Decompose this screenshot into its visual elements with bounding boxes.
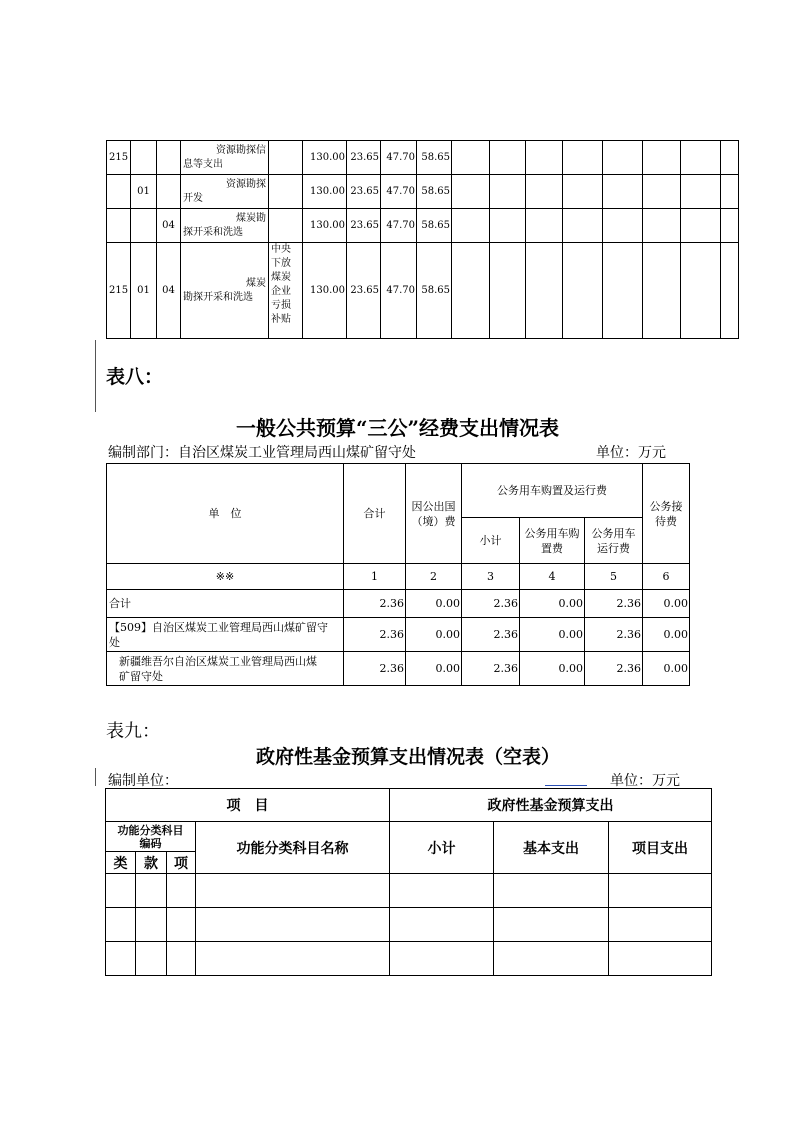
amount-cell: 0.00 — [520, 590, 585, 618]
empty-cell — [526, 141, 563, 175]
code-kuan — [131, 141, 157, 175]
empty-cell — [643, 209, 681, 243]
index-cell: 5 — [585, 564, 643, 590]
empty-cell — [603, 209, 643, 243]
header-unit: 单 位 — [107, 464, 344, 564]
item-name: 资源勘探 开发 — [181, 175, 269, 209]
empty-cell — [643, 141, 681, 175]
code-lei: 215 — [107, 243, 131, 339]
header-kuan: 款 — [136, 852, 167, 874]
unit-name: 【509】自治区煤炭工业管理局西山煤矿留守 处 — [107, 618, 344, 652]
amount-cell: 47.70 — [381, 175, 417, 209]
amount-cell: 47.70 — [381, 141, 417, 175]
amount-cell: 2.36 — [462, 590, 520, 618]
empty-cell — [490, 141, 526, 175]
amount-cell: 2.36 — [585, 590, 643, 618]
amount-cell: 23.65 — [347, 141, 381, 175]
header-abroad: 因公出国 （境）费 — [406, 464, 462, 564]
code-xiang — [157, 141, 181, 175]
amount-cell: 0.00 — [643, 590, 690, 618]
table-row — [107, 590, 690, 618]
empty-cell — [452, 243, 490, 339]
three-public-expenses-table — [106, 463, 690, 686]
header-xiang: 项 — [167, 852, 196, 874]
empty-row — [106, 942, 712, 976]
index-cell: 4 — [520, 564, 585, 590]
empty-cell — [490, 243, 526, 339]
table8-unit: 单位：万元 — [596, 445, 666, 461]
amount-cell: 0.00 — [520, 618, 585, 652]
table9-unit-dept: 编制单位： — [108, 773, 178, 789]
index-cell: 1 — [344, 564, 406, 590]
header-basic: 基本支出 — [494, 822, 609, 874]
header-name: 功能分类科目名称 — [196, 822, 390, 874]
empty-cell — [681, 243, 721, 339]
amount-cell: 2.36 — [585, 652, 643, 686]
header-subtotal: 小计 — [462, 518, 520, 564]
header-item: 项 目 — [106, 789, 390, 822]
table-row — [107, 652, 690, 686]
table9-unit: 单位：万元 — [610, 773, 680, 789]
amount-cell: 0.00 — [406, 652, 462, 686]
index-cell: 2 — [406, 564, 462, 590]
code-lei: 215 — [107, 141, 131, 175]
amount-cell: 58.65 — [417, 175, 452, 209]
unit-underline — [545, 785, 587, 786]
amount-cell: 0.00 — [406, 590, 462, 618]
government-fund-table — [105, 788, 712, 976]
table-row — [107, 209, 739, 243]
empty-cell — [563, 141, 603, 175]
empty-cell — [452, 175, 490, 209]
amount-cell: 130.00 — [303, 141, 347, 175]
empty-cell — [721, 141, 739, 175]
header-operation: 公务用车 运行费 — [585, 518, 643, 564]
table-row — [107, 618, 690, 652]
header-fund: 政府性基金预算支出 — [390, 789, 712, 822]
header-purchase: 公务用车购 置费 — [520, 518, 585, 564]
empty-cell — [490, 175, 526, 209]
item-type — [269, 141, 303, 175]
amount-cell: 47.70 — [381, 209, 417, 243]
index-cell: 3 — [462, 564, 520, 590]
item-type — [269, 175, 303, 209]
empty-row — [106, 908, 712, 942]
table-row — [107, 175, 739, 209]
empty-cell — [452, 209, 490, 243]
empty-cell — [603, 141, 643, 175]
table8-unit-dept: 编制部门：自治区煤炭工业管理局西山煤矿留守处 — [108, 445, 416, 461]
header-lei: 类 — [106, 852, 136, 874]
item-name: 煤炭勘 探开采和洗选 — [181, 209, 269, 243]
amount-cell: 0.00 — [520, 652, 585, 686]
empty-cell — [563, 243, 603, 339]
code-kuan: 01 — [131, 175, 157, 209]
item-type — [269, 209, 303, 243]
empty-cell — [490, 209, 526, 243]
empty-cell — [526, 209, 563, 243]
amount-cell: 130.00 — [303, 243, 347, 339]
code-lei — [107, 175, 131, 209]
margin-line-2 — [95, 768, 96, 786]
amount-cell: 2.36 — [344, 652, 406, 686]
unit-name: 新疆维吾尔自治区煤炭工业管理局西山煤 矿留守处 — [107, 652, 344, 686]
header-total: 合计 — [344, 464, 406, 564]
amount-cell: 2.36 — [462, 618, 520, 652]
empty-cell — [526, 175, 563, 209]
header-reception: 公务接 待费 — [643, 464, 690, 564]
amount-cell: 2.36 — [344, 618, 406, 652]
empty-cell — [721, 243, 739, 339]
amount-cell: 0.00 — [406, 618, 462, 652]
table-row — [107, 141, 739, 175]
item-name: 煤炭 勘探开采和洗选 — [181, 243, 269, 339]
empty-cell — [563, 175, 603, 209]
empty-cell — [643, 175, 681, 209]
code-xiang — [157, 175, 181, 209]
code-xiang: 04 — [157, 243, 181, 339]
empty-cell — [681, 175, 721, 209]
table8-title: 一般公共预算“三公”经费支出情况表 — [235, 416, 559, 440]
empty-cell — [603, 175, 643, 209]
amount-cell: 23.65 — [347, 209, 381, 243]
empty-cell — [526, 243, 563, 339]
amount-cell: 2.36 — [462, 652, 520, 686]
amount-cell: 0.00 — [643, 618, 690, 652]
amount-cell: 130.00 — [303, 175, 347, 209]
amount-cell: 58.65 — [417, 141, 452, 175]
amount-cell: 58.65 — [417, 243, 452, 339]
code-lei — [107, 209, 131, 243]
amount-cell: 2.36 — [585, 618, 643, 652]
empty-cell — [721, 209, 739, 243]
table8-label: 表八： — [106, 366, 164, 388]
code-xiang: 04 — [157, 209, 181, 243]
expenditure-continuation-table — [106, 140, 739, 339]
code-kuan — [131, 209, 157, 243]
amount-cell: 2.36 — [344, 590, 406, 618]
index-cell: ※※ — [107, 564, 344, 590]
header-code: 功能分类科目 编码 — [106, 822, 196, 852]
empty-cell — [563, 209, 603, 243]
table-row — [107, 243, 739, 339]
empty-cell — [643, 243, 681, 339]
empty-row — [106, 874, 712, 908]
amount-cell: 23.65 — [347, 175, 381, 209]
empty-cell — [452, 141, 490, 175]
amount-cell: 130.00 — [303, 209, 347, 243]
amount-cell: 47.70 — [381, 243, 417, 339]
code-kuan: 01 — [131, 243, 157, 339]
table9-label: 表九： — [106, 721, 160, 742]
amount-cell: 23.65 — [347, 243, 381, 339]
empty-cell — [681, 209, 721, 243]
unit-name: 合计 — [107, 590, 344, 618]
item-type: 中央 下放 煤炭 企业 亏损 补贴 — [269, 243, 303, 339]
empty-cell — [681, 141, 721, 175]
header-project: 项目支出 — [609, 822, 712, 874]
header-vehicle-group: 公务用车购置及运行费 — [462, 464, 643, 518]
table9-title: 政府性基金预算支出情况表（空表） — [255, 746, 560, 768]
empty-cell — [603, 243, 643, 339]
item-name: 资源勘探信 息等支出 — [181, 141, 269, 175]
margin-line — [95, 340, 96, 412]
amount-cell: 0.00 — [643, 652, 690, 686]
empty-cell — [721, 175, 739, 209]
header-subtotal: 小计 — [390, 822, 494, 874]
index-cell: 6 — [643, 564, 690, 590]
amount-cell: 58.65 — [417, 209, 452, 243]
